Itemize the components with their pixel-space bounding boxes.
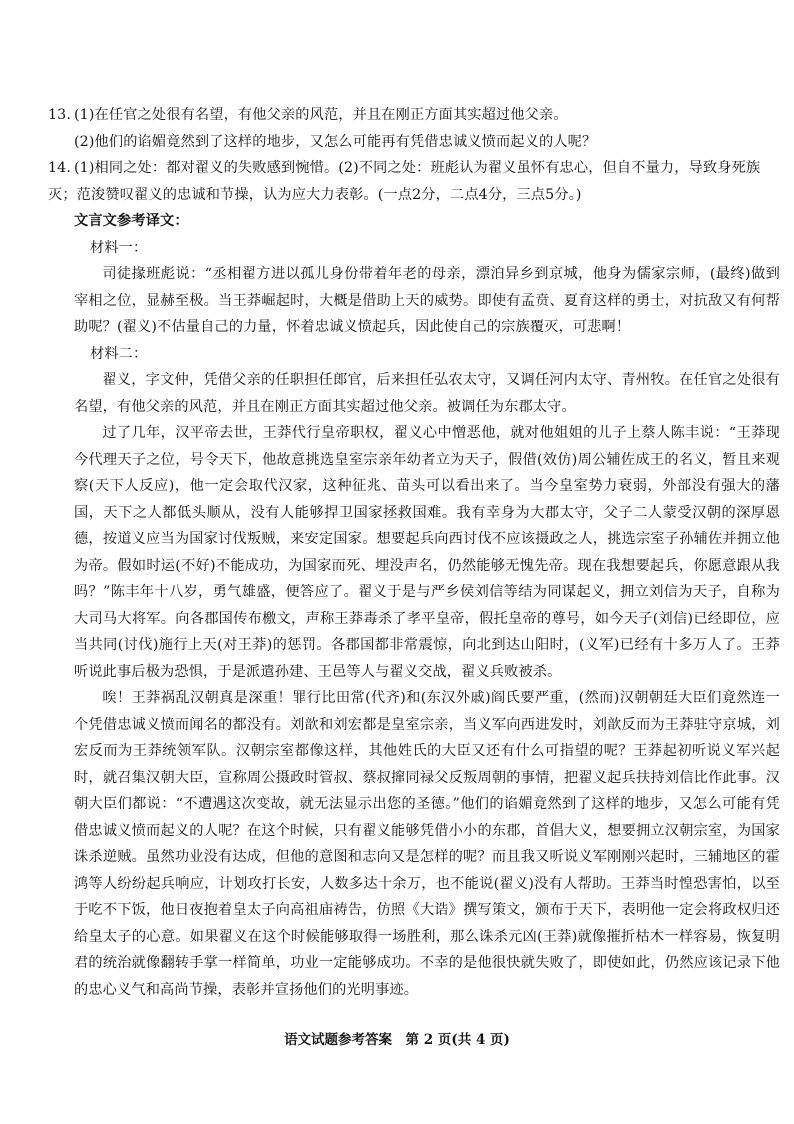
answer-14-text: (1)相同之处：都对翟义的失败感到惋惜。(2)不同之处：班彪认为翟义虽怀有忠心，但自不量力，导致身死族灭；范浚赞叹翟义的忠诚和节操，认为应大力表彰。(一点2分，二点4分，三点5分。) [48, 160, 761, 203]
material-2-paragraph-2: 过了几年，汉平帝去世，王莽代行皇帝职权，翟义心中憎恶他，就对他姐姐的儿子上蔡人陈丰说：“王莽现今代理天子之位，号令天下，他故意挑选皇室宗亲年幼者立为天子，假借(效仿)周公辅佐成王的名义，暂且来观察(天下人反应)，他一定会取代汉家，这种征兆、苗头可以看出来了。当今皇室势力衰弱，外部没有强大的藩国，天下之人都低头顺从，没有人能够捍卫国家拯救国难。我有幸身为大郡太守，父子二人蒙受汉朝的深厚恩德，按道义应当为国家讨伐叛贼，来安定国家。想要起兵向西讨伐不应该摄政之人，挑选宗室子孙辅佐并拥立他为帝。假如时运(不好)不能成功，为国家而死、埋没声名，仍然能够无愧先帝。现在我想要起兵，你愿意跟从我吗？”陈丰年十八岁，勇气雄盛，便答应了。翟义于是与严乡侯刘信等结为同谋起义，拥立刘信为天子，自称为大司马大将军。向各郡国传布檄文，声称王莽毒杀了孝平皇帝，假托皇帝的尊号，如今天子(刘信)已经即位，应当共同(讨伐)施行上天(对王莽)的惩罚。各郡国都非常震惊，向北到达山阳时，(义军)已经有十多万人了。王莽听说此事后极为恐惧，于是派遣孙建、王邑等人与翟义交战，翟义兵败被杀。 [74, 425, 780, 680]
material-1-paragraph: 司徒掾班彪说：“丞相翟方进以孤儿身份带着年老的母亲，漂泊异乡到京城，他身为儒家宗师，(最终)做到宰相之位，显赫至极。当王莽崛起时，大概是借助上天的威势。即使有孟贲、夏育这样的勇士，对抗敌又有何帮助呢？(翟义)不估量自己的力量，怀着忠诚义愤起兵，因此使自己的宗族覆灭，可悲啊！ [74, 266, 780, 335]
material-2-paragraph-3: 唉！王莽祸乱汉朝真是深重！罪行比田常(代齐)和(东汉外戚)阎氏要严重，(然而)汉朝朝廷大臣们竟然连一个凭借忠诚义愤而闻名的都没有。刘歆和刘宏都是皇室宗亲，当义军向西进发时，刘歆反而为王莽驻守京城，刘宏反而为王莽统领军队。汉朝宗室都像这样，其他姓氏的大臣又还有什么可指望的呢？王莽起初听说义军兴起时，就召集汉朝大臣，宣称周公摄政时管叔、蔡叔撺同禄父反叛周朝的事情，把翟义起兵扶持刘信比作此事。汉朝大臣们都说：“不遭遇这次变故，就无法显示出您的圣德。”他们的谄媚竟然到了这样的地步，又怎么可能有凭借忠诚义愤而起义的人呢？在这个时候，只有翟义能够凭借小小的东郡，首倡大义，想要拥立汉朝宗室，为国家诛杀逆贼。虽然功业没有达成，但他的意图和志向又是怎样的呢？而且我又听说义军刚刚兴起时，三辅地区的霍鸿等人纷纷起兵响应，计划攻打长安，人数多达十余万，也不能说(翟义)没有人帮助。王莽当时惶恐害怕，以至于吃不下饭，他日夜抱着皇太子向高祖庙祷告，仿照《大诰》撰写策文，颁布于天下，表明他一定会将政权归还给皇太子的心意。如果翟义在这个时候能够取得一场胜利，那么诛杀元凶(王莽)就像摧折枯木一样容易，恢复明君的统治就像翻转手掌一样简单，功业一定能够成功。不幸的是他很快就失败了，即使如此，仍然应该记录下他的忠心义气和高尚节操，表彰并宣扬他们的光明事迹。 [74, 690, 780, 998]
answer-13-part-1-text: (1)在任官之处很有名望，有他父亲的风范，并且在刚正方面其实超过他父亲。 [74, 107, 568, 123]
question-number-13: 13. [48, 107, 72, 123]
page-footer: 语文试题参考答案 第 2 页(共 4 页) [284, 1032, 510, 1048]
material-2-paragraph-1: 翟义，字文仲，凭借父亲的任职担任郎官，后来担任弘农太守，又调任河内太守、青州牧。在任官之处很有名望，有他父亲的风范，并且在刚正方面其实超过他父亲。被调任为东郡太守。 [74, 372, 780, 415]
material-2-title: 材料二： [90, 345, 148, 362]
question-number-14: 14. [48, 160, 72, 176]
answer-13-part-2: (2)他们的谄媚竟然到了这样的地步，又怎么可能再有凭借忠诚义愤而起义的人呢？ [74, 133, 597, 150]
page-content [48, 102, 780, 1003]
translation-heading: 文言文参考译文： [74, 213, 189, 229]
answer-13-part-1 [48, 102, 780, 129]
material-1-title: 材料一： [90, 239, 148, 256]
answer-14 [48, 155, 780, 208]
